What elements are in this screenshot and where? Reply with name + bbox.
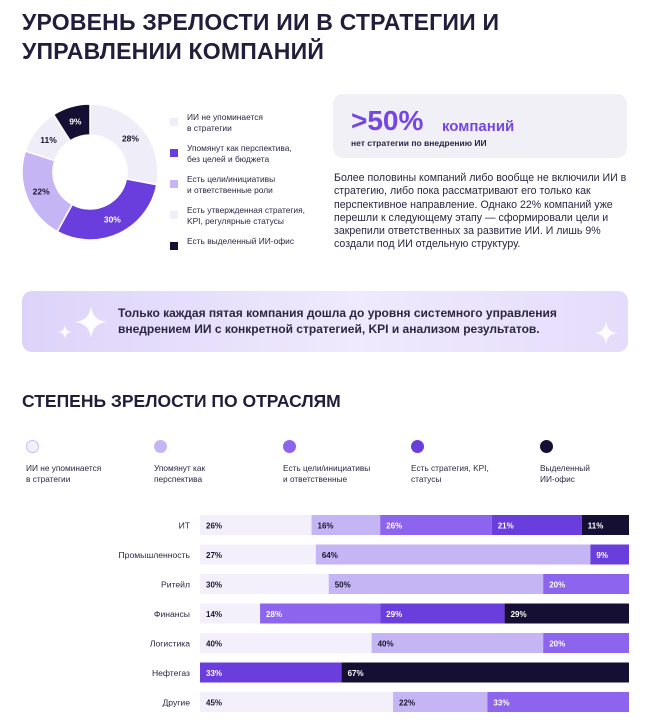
category-legend-item [26, 440, 146, 484]
sparkle-icon [58, 325, 72, 339]
banner-text: Только каждая пятая компания дошла до уровня системного управления внедрением ИИ с конкретной стратегией, KPI и анализом результатов. [118, 306, 557, 336]
bar-value-label: 64% [321, 551, 338, 560]
bar-value-label: 26% [206, 521, 223, 531]
category-label: Логистика [149, 638, 190, 649]
legend-dot [411, 440, 424, 453]
category-legend-item [411, 440, 531, 484]
donut-legend [170, 112, 320, 267]
highlight-card [333, 94, 627, 158]
donut-legend-item [170, 112, 320, 143]
bar-value-label: 21% [497, 521, 514, 531]
bar-value-label: 9% [596, 551, 608, 560]
bar-value-label: 29% [510, 610, 527, 619]
donut-chart [18, 100, 162, 244]
donut-slice-label: 9% [69, 116, 82, 127]
donut-slice-label: 30% [103, 214, 121, 225]
category-legend-item [154, 440, 274, 484]
bar-value-label: 50% [334, 580, 351, 590]
bar-value-label: 22% [399, 698, 416, 708]
donut-slice-1 [57, 179, 157, 240]
bar-value-label: 16% [317, 521, 334, 531]
bar-segment [200, 633, 372, 653]
legend-swatch [170, 149, 178, 157]
bar-value-label: 27% [206, 551, 223, 560]
highlight-paragraph: Более половины компаний либо вообще не включили ИИ в стратегию, либо пока рассматривают его только как перспективное направление. Однако 22% компаний уже перешли к следующему этапу — сформировали цели и закрепили ответственных за развитие ИИ. И лишь 9% создали под ИИ отдельную структуру. [334, 172, 627, 251]
legend-dot [283, 440, 296, 453]
bar-value-label: 29% [386, 610, 403, 619]
legend-swatch [170, 180, 178, 188]
bar-value-label: 40% [377, 639, 394, 649]
bar-segment [316, 545, 591, 565]
donut-slice-label: 11% [40, 134, 57, 145]
category-label: ИТ [178, 520, 190, 531]
legend-label: Есть цели/инициативы и ответственные [283, 463, 371, 484]
bar-value-label: 20% [549, 580, 566, 590]
bar-value-label: 33% [206, 669, 223, 678]
category-label: Другие [162, 697, 190, 708]
bar-segment [329, 574, 544, 594]
legend-label: Есть цели/инициативы и ответственные роли [187, 174, 276, 195]
bar-value-label: 20% [549, 639, 566, 649]
category-label: Ритейл [161, 579, 190, 590]
legend-label: Упомянут как перспектива [154, 463, 206, 484]
legend-dot [154, 440, 167, 453]
highlight-number: >50% [351, 105, 424, 136]
donut-legend-item [170, 143, 320, 174]
highlight-unit: компаний [442, 118, 515, 135]
info-banner [22, 291, 628, 352]
bar-segment [200, 692, 393, 712]
legend-swatch [170, 242, 178, 250]
legend-label: Выделенный ИИ-офис [540, 463, 590, 484]
category-label: Промышленность [118, 550, 190, 560]
legend-label: Есть стратегия, KPI, статусы [411, 463, 489, 484]
donut-legend-item [170, 174, 320, 205]
donut-slice-label: 28% [121, 133, 139, 144]
bar-segment [372, 633, 544, 653]
bar-value-label: 40% [206, 639, 223, 649]
bar-value-label: 28% [266, 610, 283, 619]
industry-bar-chart [0, 505, 650, 722]
bar-value-label: 67% [347, 669, 364, 678]
bar-value-label: 45% [206, 698, 223, 708]
legend-dot [26, 440, 39, 453]
legend-label: ИИ не упоминается в стратегии [187, 112, 263, 133]
category-legend-item [540, 440, 650, 484]
bar-value-label: 30% [206, 580, 223, 590]
bar-value-label: 26% [386, 521, 403, 531]
legend-label: ИИ не упоминается в стратегии [26, 463, 102, 484]
donut-legend-item [170, 236, 320, 267]
highlight-subtitle: нет стратегии по внедрению ИИ [351, 138, 487, 148]
bar-value-label: 14% [206, 610, 223, 619]
legend-swatch [170, 118, 178, 126]
legend-label: Упомянут как перспектива, без целей и бюджета [187, 143, 292, 164]
legend-swatch [170, 211, 178, 219]
section-title: СТЕПЕНЬ ЗРЕЛОСТИ ПО ОТРАСЛЯМ [22, 391, 341, 411]
donut-slice-label: 22% [32, 186, 50, 197]
sparkle-icon [74, 305, 108, 339]
legend-dot [540, 440, 553, 453]
donut-legend-item [170, 205, 320, 236]
legend-label: Есть выделенный ИИ-офис [187, 236, 295, 246]
bar-value-label: 11% [587, 521, 604, 531]
category-label: Нефтегаз [151, 668, 190, 678]
legend-label: Есть утвержденная стратегия, KPI, регулярные статусы [187, 205, 305, 226]
bar-value-label: 33% [493, 698, 510, 708]
donut-slice-0 [90, 104, 158, 185]
page-title: УРОВЕНЬ ЗРЕЛОСТИ ИИ В СТРАТЕГИИ И УПРАВЛЕНИИ КОМПАНИЙ [22, 9, 500, 64]
category-label: Финансы [153, 609, 190, 619]
bar-segment [342, 663, 629, 683]
category-legend-item [283, 440, 403, 484]
